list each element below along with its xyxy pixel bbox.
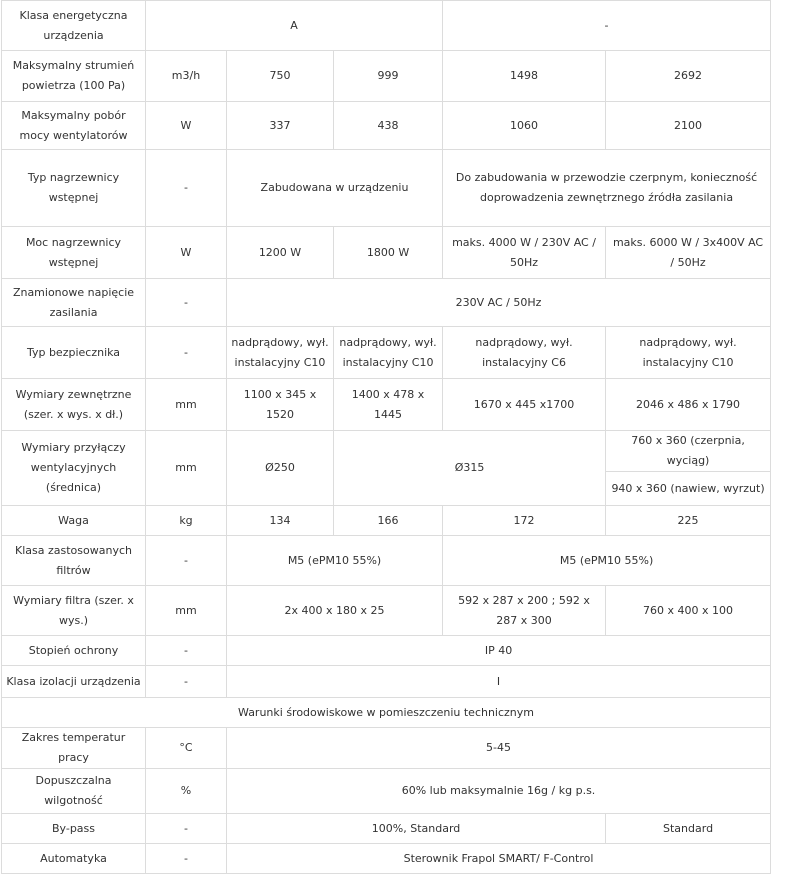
table-row (2, 150, 771, 227)
row-label: Dopuszczalna wilgotność (2, 769, 146, 814)
row-label: Automatyka (2, 844, 146, 874)
row-unit: mm (146, 379, 227, 431)
row-unit: - (146, 666, 227, 698)
table-row (2, 506, 771, 536)
cell-value: M5 (ePM10 55%) (227, 536, 443, 586)
row-unit: - (146, 536, 227, 586)
row-unit: - (146, 150, 227, 227)
cell-value: IP 40 (227, 636, 771, 666)
spec-table (1, 0, 771, 874)
cell-value: nadprądowy, wył. instalacyjny C10 (606, 327, 771, 379)
row-label: Typ nagrzewnicy wstępnej (2, 150, 146, 227)
cell-value: 166 (334, 506, 443, 536)
row-unit: kg (146, 506, 227, 536)
table-row (2, 666, 771, 698)
cell-value: 940 x 360 (nawiew, wyrzut) (606, 472, 771, 506)
cell-value: nadprądowy, wył. instalacyjny C10 (334, 327, 443, 379)
table-row (2, 431, 771, 472)
cell-value: M5 (ePM10 55%) (443, 536, 771, 586)
cell-value: Sterownik Frapol SMART/ F-Control (227, 844, 771, 874)
cell-value: nadprądowy, wył. instalacyjny C10 (227, 327, 334, 379)
cell-value: 1100 x 345 x 1520 (227, 379, 334, 431)
table-section-row (2, 698, 771, 728)
table-row (2, 102, 771, 150)
table-row (2, 279, 771, 327)
cell-value: Zabudowana w urządzeniu (227, 150, 443, 227)
cell-value: A (146, 1, 443, 51)
cell-value: I (227, 666, 771, 698)
cell-value: 1800 W (334, 227, 443, 279)
row-unit: mm (146, 431, 227, 506)
table-row (2, 1, 771, 51)
row-label: Wymiary przyłączy wentylacyjnych (średnica) (2, 431, 146, 506)
cell-value: 1670 x 445 x1700 (443, 379, 606, 431)
table-row (2, 769, 771, 814)
row-unit: °C (146, 728, 227, 769)
cell-value: 5-45 (227, 728, 771, 769)
cell-value: 60% lub maksymalnie 16g / kg p.s. (227, 769, 771, 814)
table-row (2, 636, 771, 666)
cell-value: maks. 6000 W / 3x400V AC / 50Hz (606, 227, 771, 279)
row-label: By-pass (2, 814, 146, 844)
cell-value: 172 (443, 506, 606, 536)
row-label: Typ bezpiecznika (2, 327, 146, 379)
row-unit: - (146, 814, 227, 844)
row-label: Moc nagrzewnicy wstępnej (2, 227, 146, 279)
cell-value: 760 x 360 (czerpnia, wyciąg) (606, 431, 771, 472)
row-label: Wymiary zewnętrzne (szer. x wys. x dł.) (2, 379, 146, 431)
table-row (2, 227, 771, 279)
row-unit: - (146, 279, 227, 327)
cell-value: 2692 (606, 51, 771, 102)
row-unit: - (146, 844, 227, 874)
cell-value: Ø250 (227, 431, 334, 506)
row-label: Klasa energetyczna urządzenia (2, 1, 146, 51)
cell-value: - (443, 1, 771, 51)
table-row (2, 51, 771, 102)
section-heading: Warunki środowiskowe w pomieszczeniu technicznym (2, 698, 771, 728)
cell-value: 438 (334, 102, 443, 150)
row-unit: m3/h (146, 51, 227, 102)
cell-value: nadprądowy, wył. instalacyjny C6 (443, 327, 606, 379)
cell-value: 592 x 287 x 200 ; 592 x 287 x 300 (443, 586, 606, 636)
row-label: Maksymalny strumień powietrza (100 Pa) (2, 51, 146, 102)
row-unit: mm (146, 586, 227, 636)
row-label: Wymiary filtra (szer. x wys.) (2, 586, 146, 636)
cell-value: 2046 x 486 x 1790 (606, 379, 771, 431)
cell-value: maks. 4000 W / 230V AC / 50Hz (443, 227, 606, 279)
table-row (2, 844, 771, 874)
cell-value: 100%, Standard (227, 814, 606, 844)
cell-value: 2x 400 x 180 x 25 (227, 586, 443, 636)
row-unit: W (146, 227, 227, 279)
row-label: Klasa zastosowanych filtrów (2, 536, 146, 586)
table-row (2, 327, 771, 379)
cell-value: Standard (606, 814, 771, 844)
row-unit: % (146, 769, 227, 814)
table-row (2, 379, 771, 431)
cell-value: 230V AC / 50Hz (227, 279, 771, 327)
cell-value: 1400 x 478 x 1445 (334, 379, 443, 431)
cell-value: Do zabudowania w przewodzie czerpnym, konieczność doprowadzenia zewnętrznego źródła zasilania (443, 150, 771, 227)
cell-value: 2100 (606, 102, 771, 150)
row-label: Maksymalny pobór mocy wentylatorów (2, 102, 146, 150)
cell-value: 337 (227, 102, 334, 150)
table-row (2, 536, 771, 586)
cell-value: 1060 (443, 102, 606, 150)
table-row (2, 728, 771, 769)
table-row (2, 814, 771, 844)
cell-value: 225 (606, 506, 771, 536)
row-unit: - (146, 636, 227, 666)
cell-value: 750 (227, 51, 334, 102)
row-label: Znamionowe napięcie zasilania (2, 279, 146, 327)
cell-value: 1200 W (227, 227, 334, 279)
cell-value: 1498 (443, 51, 606, 102)
row-label: Zakres temperatur pracy (2, 728, 146, 769)
row-label: Waga (2, 506, 146, 536)
table-row (2, 586, 771, 636)
cell-value: 134 (227, 506, 334, 536)
cell-value: 760 x 400 x 100 (606, 586, 771, 636)
cell-value: Ø315 (334, 431, 606, 506)
row-unit: W (146, 102, 227, 150)
row-label: Klasa izolacji urządzenia (2, 666, 146, 698)
row-label: Stopień ochrony (2, 636, 146, 666)
cell-value: 999 (334, 51, 443, 102)
row-unit: - (146, 327, 227, 379)
